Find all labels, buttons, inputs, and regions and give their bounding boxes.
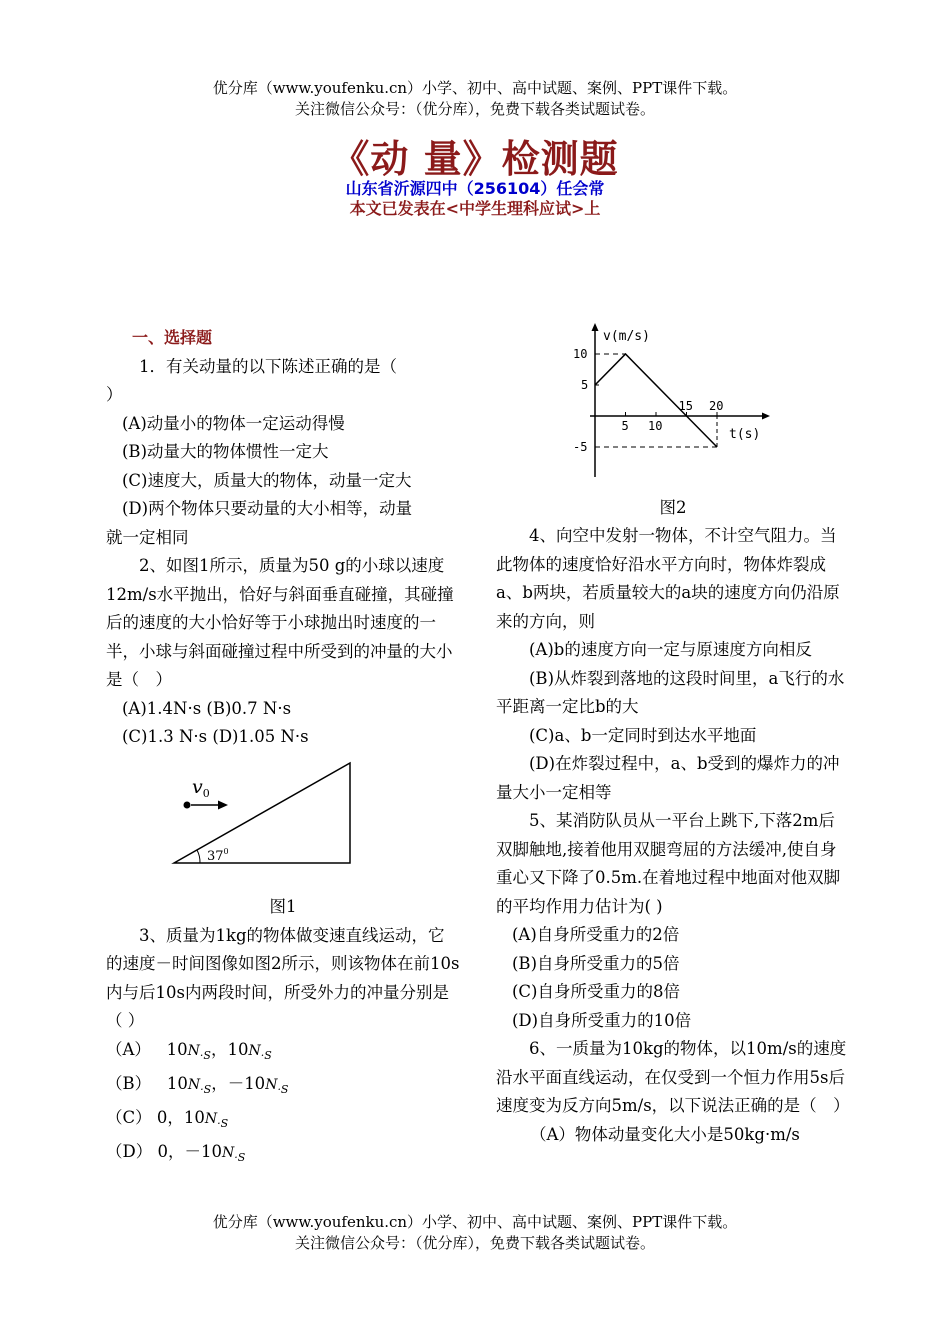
q2-stem: 2、如图1所示，质量为50 g的小球以速度12m/s水平抛出，恰好与斜面垂直碰撞，其碰撞后的速度的大小恰好等于小球抛出时速度的一半，小球与斜面碰撞过程中所受到的冲量的大小是（ ） [106,556,454,689]
y-axis-label: v(m/s) [603,329,650,344]
q1-stem: 1．有关动量的以下陈述正确的是（ [139,356,397,376]
angle-arc [197,850,200,863]
q5-option-d: (D)自身所受重力的10倍 [512,1010,692,1030]
x-tick-label-5: 5 [621,419,629,433]
x-axis-arrow [762,413,770,420]
figure-2-caption: 图2 [659,498,687,517]
x-tick-label-15: 15 [678,399,693,413]
section-heading: 一、选择题 [132,328,213,347]
q4-stem: 4、向空中发射一物体，不计空气阻力。当此物体的速度恰好沿水平方向时，物体炸裂成a、b两块，若质量较大的a块的速度方向仍沿原来的方向，则 [496,526,840,631]
q1-option-a: (A)动量小的物体一定运动得慢 [122,413,345,433]
q5-stem: 5、某消防队员从一平台上跳下,下落2m后双脚触地,接着他用双腿弯屈的方法缓冲,使自身重心又下降了0.5m.在着地过程中地面对他双脚的平均作用力估计为( ) [496,811,841,916]
figure-1 [160,760,370,870]
q2-options-cd: (C)1.3 N·s (D)1.05 N·s [122,727,309,746]
header-line-1: 优分库（www.youfenku.cn）小学、初中、高中试题、案例、PPT课件下载。 [212,79,738,97]
left-column [106,324,460,752]
velocity-arrowhead [218,801,228,810]
author-line: 山东省沂源四中（256104）任会常 [345,179,605,198]
q4-option-b: (B)从炸裂到落地的这段时间里，a飞行的水平距离一定比b的大 [496,668,845,716]
header-line-2: 关注微信公众号：（优分库），免费下载各类试题试卷。 [294,100,655,118]
ball [184,802,191,809]
y-tick-label-10: 10 [573,347,588,361]
q1-option-d: (D)两个物体只要动量的大小相等，动量 [122,499,413,518]
x-axis-label: t(s) [729,427,761,442]
q1-stem-end: ） [106,385,123,404]
x-tick-label-20: 20 [709,399,724,413]
q5-option-c: (C)自身所受重力的8倍 [512,982,680,1001]
q5-option-b: (B)自身所受重力的5倍 [512,953,680,973]
q4-option-a: (A)b的速度方向一定与原速度方向相反 [529,640,812,659]
q1-option-c: (C)速度大，质量大的物体，动量一定大 [122,470,412,490]
page-title: 《动 量》检测题 [331,137,619,181]
publication-note: 本文已发表在<中学生理科应试>上 [349,199,601,218]
figure-2-caption-wrap [496,494,850,523]
q3-option-c: （C） 0，$10N_{\cdot S}$ [106,1108,229,1130]
y-axis-arrow [592,323,599,331]
q3-option-b: （B） $10N_{\cdot S}$，$-10N_{\cdot S}$ [106,1073,289,1096]
velocity-series-line [595,354,717,447]
q4-option-d: (D)在炸裂过程中，a、b受到的爆炸力的冲量大小一定相等 [496,754,840,802]
q3-option-d: （D） 0，$-10N_{\cdot S}$ [106,1142,246,1165]
footer-line-1: 优分库（www.youfenku.cn）小学、初中、高中试题、案例、PPT课件下载。 [212,1213,738,1231]
y-tick-label-neg5: -5 [573,440,588,454]
q2-options-ab: (A)1.4N·s (B)0.7 N·s [122,698,292,718]
y-tick-label-5: 5 [581,378,589,392]
q1-option-b: (B)动量大的物体惯性一定大 [122,442,329,461]
footer-line-2: 关注微信公众号：（优分库），免费下载各类试题试卷。 [294,1234,655,1252]
x-tick-label-10: 10 [648,419,663,433]
figure-2-chart [565,322,780,480]
q1-option-d-cont: 就一定相同 [106,527,189,547]
q4-option-c: (C)a、b一定同时到达水平地面 [529,725,757,745]
figure-1-caption: 图1 [269,897,297,916]
q5-option-a: (A)自身所受重力的2倍 [512,925,680,944]
q3-option-a: （A） $10N_{\cdot S}$，$10N_{\cdot S}$ [106,1039,272,1062]
q6-option-a: （A）物体动量变化大小是50kg·m/s [530,1124,800,1144]
right-column [496,522,850,1149]
q6-stem: 6、一质量为10kg的物体，以10m/s的速度沿水平面直线运动，在仅受到一个恒力作用5s后速度变为反方向5m/s，以下说法正确的是（ ） [496,1039,850,1115]
v0-label: $v_0$ [192,776,210,800]
q3-stem: 3、质量为1kg的物体做变速直线运动，它的速度－时间图像如图2所示，则该物体在前10s内与后10s内两段时间，所受外力的冲量分别是（ ） [106,925,460,1030]
angle-label: $37^0$ [207,847,229,864]
left-column-lower [106,893,460,1173]
